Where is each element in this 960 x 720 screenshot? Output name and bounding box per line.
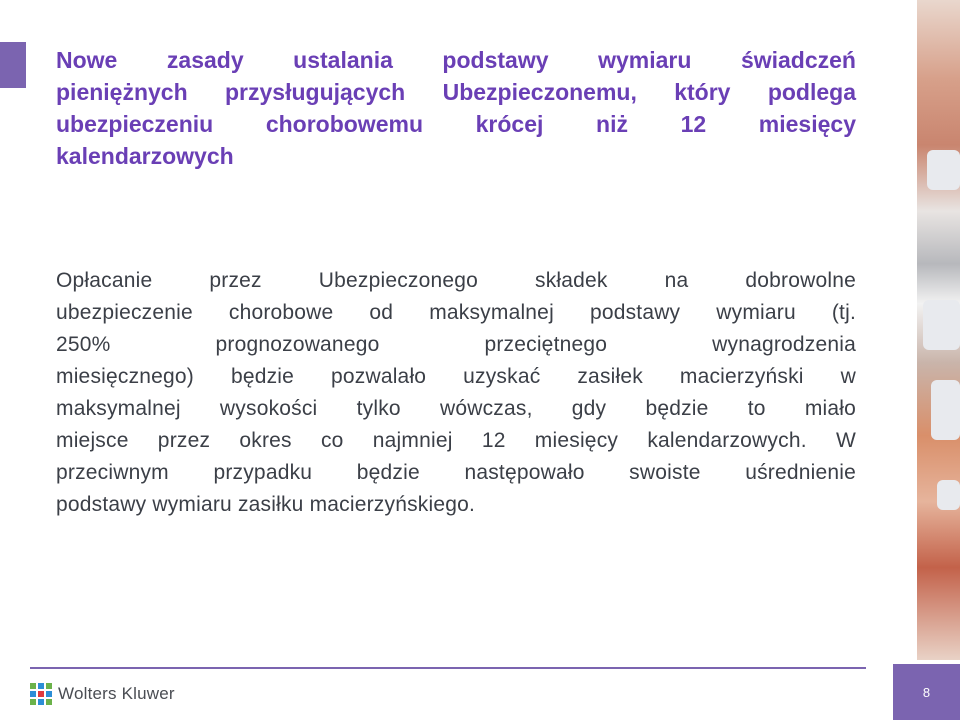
title-line: kalendarzowych bbox=[56, 143, 234, 169]
title-line: ubezpieczeniu chorobowemu krócej niż 12 miesięcy bbox=[56, 111, 856, 137]
body-line: miesięcznego) będzie pozwalało uzyskać zasiłek macierzyński w bbox=[56, 365, 856, 388]
body-line: podstawy wymiaru zasiłku macierzyńskiego. bbox=[56, 493, 476, 516]
slide-title bbox=[56, 44, 856, 172]
slide-body-paragraph bbox=[56, 265, 856, 521]
brand-name: Wolters Kluwer bbox=[58, 684, 175, 703]
title-line: Nowe zasady ustalania podstawy wymiaru świadczeń bbox=[56, 47, 856, 73]
footer-divider bbox=[30, 667, 866, 669]
body-line: Opłacanie przez Ubezpieczonego składek na dobrowolne bbox=[56, 269, 856, 292]
body-line: miejsce przez okres co najmniej 12 miesięcy kalendarzowych. W bbox=[56, 429, 856, 452]
accent-bar bbox=[0, 42, 26, 88]
body-line: 250% prognozowanego przeciętnego wynagrodzenia bbox=[56, 333, 856, 356]
body-line: przeciwnym przypadku będzie następowało swoiste uśrednienie bbox=[56, 461, 856, 484]
decorative-photo-strip bbox=[917, 0, 960, 660]
wolters-kluwer-logo-icon bbox=[30, 683, 52, 705]
body-line: maksymalnej wysokości tylko wówczas, gdy będzie to miało bbox=[56, 397, 856, 420]
title-line: pieniężnych przysługujących Ubezpieczonemu, który podlega bbox=[56, 79, 856, 105]
brand-logo bbox=[30, 683, 175, 705]
body-line: ubezpieczenie chorobowe od maksymalnej podstawy wymiaru (tj. bbox=[56, 301, 856, 324]
page-number: 8 bbox=[922, 684, 931, 700]
page-number-badge bbox=[893, 664, 960, 720]
